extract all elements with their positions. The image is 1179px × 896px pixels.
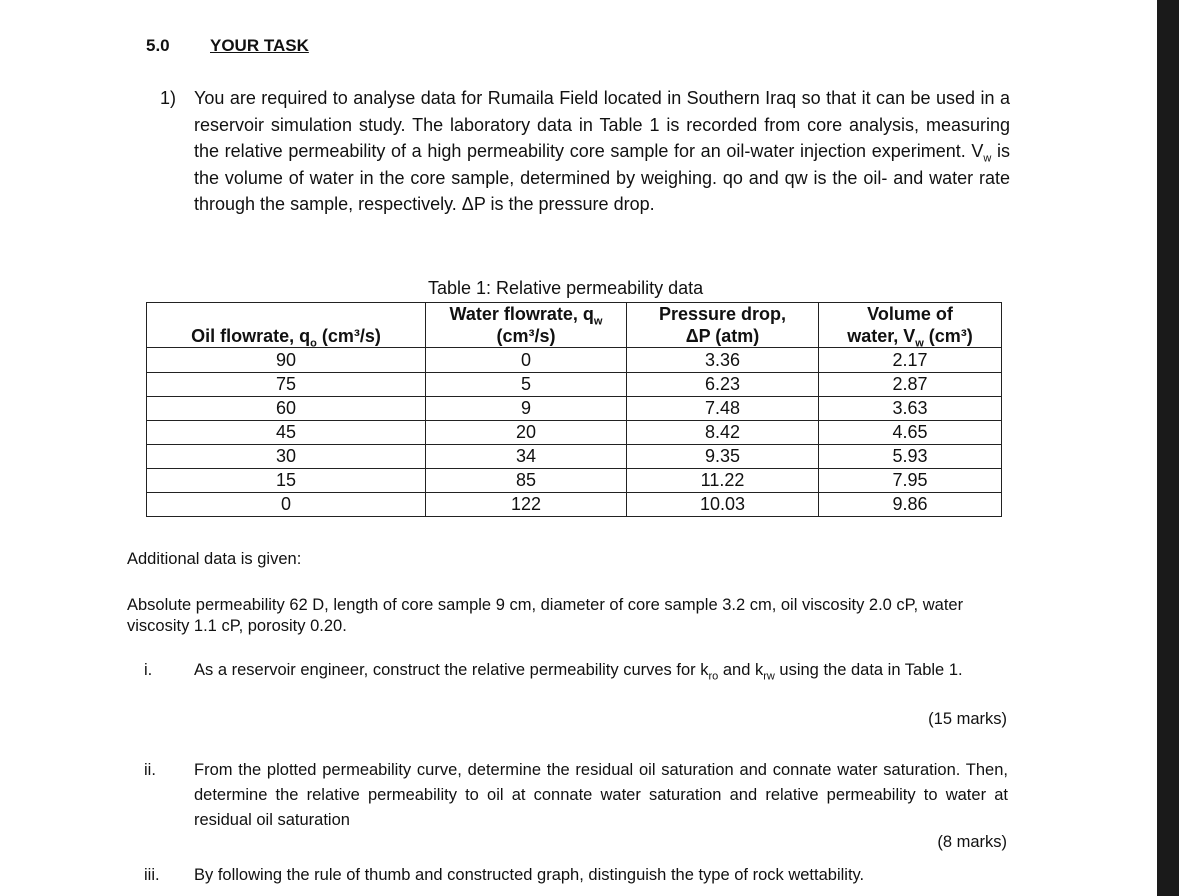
question-text: By following the rule of thumb and constructed graph, distinguish the type of rock wettability. [194, 866, 865, 884]
marks-ii: (8 marks) [937, 833, 1007, 851]
section-title: YOUR TASK [210, 36, 309, 55]
question-label: iii. [144, 866, 160, 884]
table-row: 90 0 3.36 2.17 [147, 348, 1002, 373]
header-water-volume: Volume of water, $V_w$ (cm³) [819, 303, 1002, 348]
table-row: 0 122 10.03 9.86 [147, 493, 1002, 517]
section-number: 5.0 [146, 36, 170, 55]
task-paragraph [160, 85, 1010, 218]
table-row: 75 5 6.23 2.87 [147, 373, 1002, 397]
question-text: As a reservoir engineer, construct the relative permeability curves for $k_{ro}$ and $k_{rw}$ using the data in Table 1. [194, 661, 963, 683]
table-row: 60 9 7.48 3.63 [147, 397, 1002, 421]
additional-data-text: Absolute permeability 62 D, length of core sample 9 cm, diameter of core sample 3.2 cm, oil viscosity 2.0 cP, water viscosity 1.1 cP, porosity 0.20. [127, 596, 964, 635]
header-oil-flowrate: Oil flowrate, $q_o$ (cm³/s) [147, 303, 426, 348]
additional-data-label: Additional data is given: [127, 550, 302, 568]
task-text: You are required to analyse data for Rumaila Field located in Southern Iraq so that it can be used in a reservoir simulation study. The laboratory data in Table 1 is recorded from core analysis, measuring the relative permeability of a high permeability core sample for an oil-water injection experiment. $V_w$ is the volume of water in the core sample, determined by weighing. qo and qw is the oil- and water rate through the sample, respectively. ΔP is the pressure drop. [194, 88, 1011, 215]
question-iii [144, 863, 1008, 888]
question-label: ii. [144, 761, 156, 779]
header-water-flowrate: Water flowrate, $q_w$ (cm³/s) [426, 303, 627, 348]
header-pressure-drop: Pressure drop, ΔP (atm) [627, 303, 819, 348]
relative-permeability-table [146, 302, 1002, 517]
task-label: 1) [160, 88, 177, 108]
window-edge [1157, 0, 1179, 896]
table-row: 15 85 11.22 7.95 [147, 469, 1002, 493]
section-heading [146, 36, 309, 56]
marks-i: (15 marks) [928, 710, 1007, 728]
question-ii [144, 758, 1008, 833]
question-text: From the plotted permeability curve, determine the residual oil saturation and connate water saturation. Then, determine the relative permeability to oil at connate water saturation and relative permeability to water at residual oil saturation [194, 761, 1008, 829]
table-caption: Table 1: Relative permeability data [428, 278, 704, 298]
question-label: i. [144, 661, 153, 679]
table-row: 45 20 8.42 4.65 [147, 421, 1002, 445]
table-row: 30 34 9.35 5.93 [147, 445, 1002, 469]
question-i [144, 658, 1008, 683]
